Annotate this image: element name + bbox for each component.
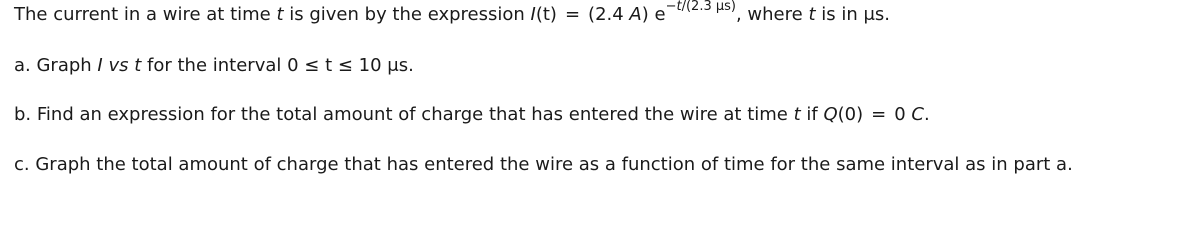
part-b — [14, 104, 930, 126]
unit-ampere: A — [629, 4, 642, 25]
part-a — [14, 55, 414, 77]
exponent-t: t — [676, 0, 682, 14]
part-c-text: c. Graph the total amount of charge that has entered the wire as a function of time for the same interval as in part a. — [14, 154, 1073, 175]
unit-coulomb: C — [911, 104, 924, 125]
exponent — [666, 0, 736, 14]
intro-text-2: is given by the expression — [283, 4, 531, 25]
part-b-if: if — [800, 104, 824, 125]
var-Q: Q — [823, 104, 838, 125]
part-b-arg: (0) — [837, 104, 864, 125]
part-c — [14, 154, 1073, 176]
var-t: t — [793, 104, 801, 125]
intro-text-4: is in μs. — [815, 4, 891, 25]
part-b-end: . — [923, 104, 930, 125]
intro-text-3: , where — [735, 4, 809, 25]
var-I: I — [97, 55, 103, 76]
var-t: t — [134, 55, 142, 76]
word-vs: vs — [108, 55, 129, 76]
coefficient-close: ) — [641, 4, 649, 25]
intro-text: The current in a wire at time — [14, 4, 277, 25]
function-I: I — [530, 4, 536, 25]
exp-base: e — [654, 4, 666, 25]
coefficient: (2.4 — [588, 4, 630, 25]
equals-sign: = — [564, 4, 581, 25]
var-t: t — [276, 4, 284, 25]
equals-sign: = — [871, 104, 887, 125]
part-a-suffix: for the interval 0 ≤ t ≤ 10 μs. — [141, 55, 414, 76]
part-b-value: 0 — [894, 104, 912, 125]
part-a-prefix: a. Graph — [14, 55, 98, 76]
function-arg-t: t — [542, 4, 550, 25]
var-t-2: t — [808, 4, 816, 25]
paren-close: ) — [549, 4, 557, 25]
exponent-rest: /(2.3 μs) — [681, 0, 736, 14]
part-b-text: b. Find an expression for the total amount of charge that has entered the wire at time — [14, 104, 794, 125]
problem-intro — [14, 0, 891, 26]
paren-open: ( — [535, 4, 543, 25]
exponent-minus: − — [665, 0, 677, 14]
